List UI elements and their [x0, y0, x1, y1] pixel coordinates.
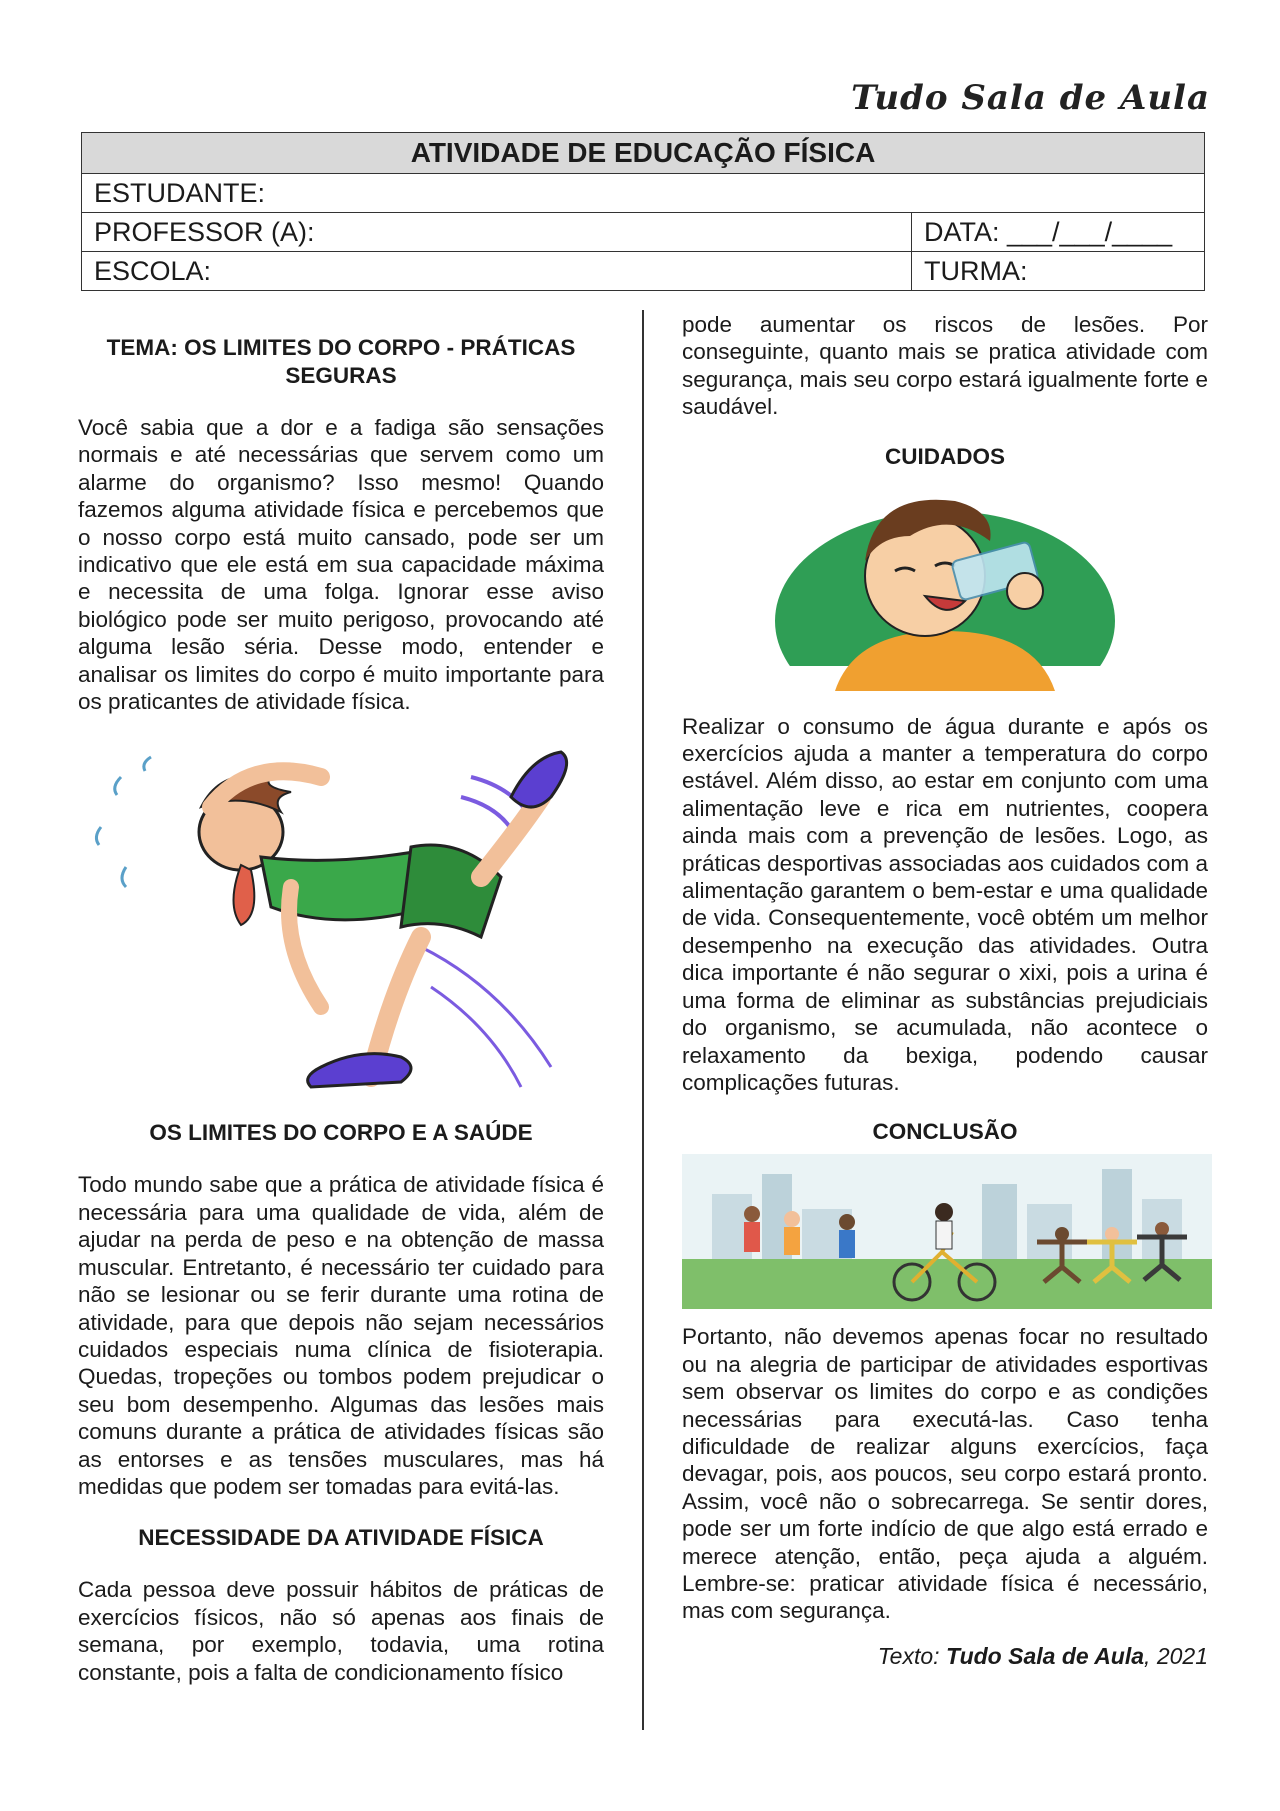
date-field[interactable]: DATA: ___/___/____ — [924, 217, 1173, 247]
continued-paragraph: pode aumentar os riscos de lesões. Por conseguinte, quanto mais se pratica atividade com segurança, mais seu corpo estará igualmente forte e saudável. — [682, 312, 1208, 420]
teacher-row — [82, 213, 1204, 252]
credit-prefix: Texto: — [877, 1642, 946, 1669]
student-row — [82, 174, 1204, 213]
column-divider — [642, 310, 644, 1730]
header-form — [81, 132, 1205, 291]
class-field[interactable]: TURMA: — [924, 256, 1028, 286]
theme-heading: TEMA: OS LIMITES DO CORPO - PRÁTICAS SEGURAS — [106, 335, 576, 388]
intro-paragraph: Você sabia que a dor e a fadiga são sensações normais e até necessárias que servem como um alarme do organismo? Isso mesmo! Quando fazemos alguma atividade física e percebemos que o nosso corpo está muito cansado, pode ser um indicativo que ele está em sua capacidade máxima e necessita de uma folga. Ignorar esse aviso biológico pode ser muito perigoso, provocando até alguma lesão séria. Desse modo, entender e analisar os limites do corpo é muito importante para os praticantes de atividade física. — [78, 415, 604, 715]
conclusion-heading: CONCLUSÃO — [872, 1119, 1018, 1145]
limits-paragraph: Todo mundo sabe que a prática de atividade física é necessária para uma qualidade de vida, além de ajudar na perda de peso e na obtenção de massa muscular. Entretanto, é necessário ter cuidado para não se lesionar ou se ferir durante uma rotina de atividade, para que depois não sejam necessários cuidados especiais numa clínica de fisioterapia. Quedas, tropeções ou tombos podem prejudicar o seu bom desempenho. Algumas das lesões mais comuns durante a prática de atividades físicas são as entorses e as tensões musculares, mas há medidas que podem ser tomadas para evitá-las. — [78, 1172, 604, 1499]
conclusion-paragraph: Portanto, não devemos apenas focar no resultado ou na alegria de participar de atividades esportivas sem observar os limites do corpo e as condições necessárias para executá-las. Caso tenha dificuldade de realizar alguns exercícios, faça devagar, pois, aos poucos, seu corpo estará pronto. Assim, você não o sobrecarrega. Se sentir dores, pode ser um forte indício de que algo está errado e merece atenção, então, peça ajuda a alguém. Lembre-se: praticar atividade física é necessário, mas com segurança. — [682, 1324, 1208, 1624]
need-paragraph: Cada pessoa deve possuir hábitos de práticas de exercícios físicos, não só apenas aos finais de semana, por exemplo, todavia, uma rotina constante, pois a falta de condicionamento físico — [78, 1577, 604, 1685]
care-paragraph: Realizar o consumo de água durante e após os exercícios ajuda a manter a temperatura do corpo estável. Além disso, ao estar em conjunto com uma alimentação leve e rica em nutrientes, coopera ainda mais com a prevenção de lesões. Logo, as práticas desportivas associadas aos cuidados com a alimentação garantem o bem-estar e uma qualidade de vida. Consequentemente, você obtém um melhor desempenho na execução das atividades. Outra dica importante é não segurar o xixi, pois a urina é uma forma de eliminar as substâncias prejudiciais do organismo, se acumulada, não acontece o relaxamento da bexiga, podendo causar complicações futuras. — [682, 713, 1208, 1095]
right-column — [682, 311, 1208, 1670]
student-field[interactable]: ESTUDANTE: — [94, 178, 266, 208]
left-column — [78, 320, 604, 1686]
school-field[interactable]: ESCOLA: — [82, 252, 912, 290]
boy-drinking-water-illustration — [755, 481, 1135, 691]
text-credit — [682, 1643, 1208, 1670]
park-activities-illustration — [682, 1154, 1212, 1309]
tired-runner-illustration — [91, 737, 591, 1107]
need-heading: NECESSIDADE DA ATIVIDADE FÍSICA — [138, 1525, 544, 1551]
brand-logo: Tudo Sala de Aula — [851, 78, 1210, 118]
teacher-field[interactable]: PROFESSOR (A): — [82, 213, 912, 251]
credit-source: Tudo Sala de Aula — [945, 1642, 1145, 1669]
activity-title: ATIVIDADE DE EDUCAÇÃO FÍSICA — [82, 133, 1204, 174]
school-row — [82, 252, 1204, 290]
limits-heading: OS LIMITES DO CORPO E A SAÚDE — [149, 1120, 533, 1146]
care-heading: CUIDADOS — [884, 443, 1005, 469]
credit-year: , 2021 — [1144, 1642, 1208, 1669]
